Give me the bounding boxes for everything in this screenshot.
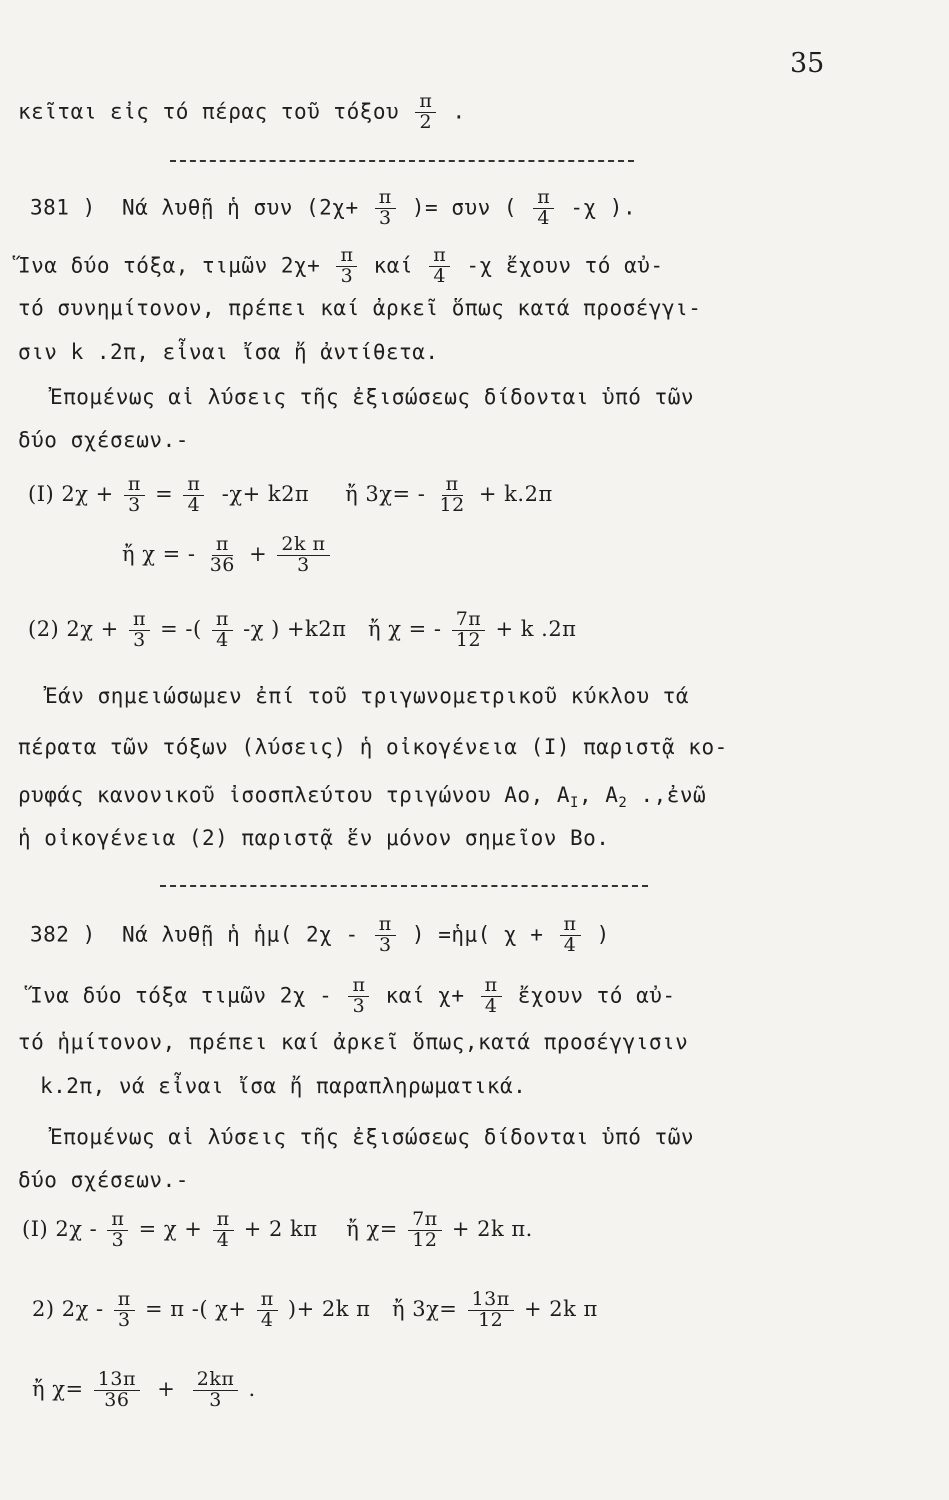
fraction-denominator: 3: [340, 264, 354, 287]
fraction-denominator: 3: [352, 994, 366, 1017]
continued-line: κεῖται εἰς τό πέρας τοῦ τόξου $\frac{\pi}{2}$ .: [18, 90, 466, 133]
fraction-denominator: 12: [439, 493, 465, 516]
fraction: [212, 610, 233, 651]
section-divider: [170, 160, 634, 162]
fraction-denominator: 4: [187, 493, 201, 516]
fraction-numerator: π: [375, 188, 396, 209]
fraction-denominator: 4: [484, 994, 498, 1017]
fraction-numerator: π: [481, 976, 502, 997]
fraction-denominator: 12: [412, 1228, 438, 1251]
fraction-denominator: 4: [216, 1228, 230, 1251]
fraction-numerator: π: [533, 188, 554, 209]
equation-381-2: (2) 2χ + $\frac{\pi}{3}$ = -( $\frac{\pi}{4}$ -χ ) +k2π ἤ χ = - $\frac{7\pi}{12}$ + k .2π: [28, 608, 577, 651]
fraction-numerator: π: [129, 610, 150, 631]
fraction-numerator: π: [348, 976, 369, 997]
fraction: [183, 475, 204, 516]
fraction-denominator: 3: [209, 1388, 222, 1411]
equation-382-1: (I) 2χ - $\frac{\pi}{3}$ = χ + $\frac{\pi}{4}$ + 2 kπ ἤ χ= $\frac{7\pi}{12}$ + 2k π.: [22, 1208, 533, 1251]
fraction: [206, 535, 239, 576]
fraction-numerator: π: [429, 246, 450, 267]
fraction-denominator: 36: [104, 1388, 130, 1411]
fraction-pi-over-2: [415, 92, 436, 133]
fraction-numerator: 7π: [452, 610, 486, 631]
fraction: [348, 976, 369, 1017]
text-line: ἡ οἰκογένεια (2) παριστᾷ ἕν μόνον σημεῖον Βο.: [18, 826, 610, 850]
text-line: Ἐπομένως αἱ λύσεις τῆς ἐξισώσεως δίδονται ὑπό τῶν: [50, 1125, 695, 1149]
fraction-denominator: 4: [433, 264, 446, 287]
fraction: [481, 976, 502, 1017]
fraction-numerator: π: [213, 1210, 234, 1231]
fraction-numerator: π: [375, 915, 396, 936]
fraction: [375, 188, 396, 229]
text-line: σιν k .2π, εἶναι ἴσα ἤ ἀντίθετα.: [18, 340, 439, 364]
fraction: [107, 1210, 128, 1251]
text-line: τό συνημίτονον, πρέπει καί ἀρκεῖ ὅπως κατά προσέγγι-: [18, 296, 702, 320]
fraction-denominator: 4: [537, 206, 551, 229]
fraction-numerator: π: [212, 610, 233, 631]
fraction: [277, 535, 329, 576]
fraction-denominator: 3: [133, 628, 146, 651]
fraction: [336, 246, 357, 287]
fraction: [124, 475, 145, 516]
problem-number: 382 ): [30, 922, 96, 947]
fraction: [533, 188, 554, 229]
fraction: [560, 915, 581, 956]
fraction-denominator: 12: [455, 628, 482, 651]
fraction-numerator: 7π: [408, 1210, 442, 1231]
fraction: [408, 1210, 442, 1251]
fraction-numerator: π: [257, 1290, 278, 1311]
equation-381-1: (I) 2χ + $\frac{\pi}{3}$ = $\frac{\pi}{4}$ -χ+ k2π ἤ 3χ= - $\frac{\pi}{12}$ + k.2π: [28, 473, 553, 516]
text-line: ρυφάς κανονικοῦ ἰσοσπλεύτου τριγώνου Αο, $A_I$, $A_2$ .,ἐνῶ: [18, 783, 707, 811]
fraction-numerator: π: [183, 475, 204, 496]
fraction-numerator: π: [442, 475, 463, 496]
fraction-denominator: 3: [128, 493, 141, 516]
fraction-denominator: 12: [478, 1308, 504, 1331]
problem-381-heading: 381 ) Νά λυθῇ ἡ συν (2χ+ $\frac{\pi}{3}$ )= συν ( $\frac{\pi}{4}$ -χ ).: [30, 186, 637, 229]
fraction-denominator: 2: [419, 110, 433, 133]
fraction-numerator: π: [336, 246, 357, 267]
fraction-numerator: 13π: [94, 1370, 140, 1391]
problem-382-heading: 382 ) Νά λυθῇ ἡ ἡμ( 2χ - $\frac{\pi}{3}$ ) =ἡμ( χ + $\frac{\pi}{4}$ ): [30, 913, 610, 956]
fraction-numerator: π: [415, 92, 436, 113]
continued-text: κεῖται εἰς τό πέρας τοῦ τόξου: [18, 99, 400, 124]
fraction: [429, 246, 450, 287]
fraction-numerator: 2k π: [277, 535, 329, 556]
fraction: [436, 475, 469, 516]
text-line: Ἵνα δύο τόξα τιμῶν 2χ - $\frac{\pi}{3}$ καί χ+ $\frac{\pi}{4}$ ἔχουν τό αὐ-: [30, 974, 676, 1017]
fraction-numerator: π: [114, 1290, 135, 1311]
fraction-denominator: 3: [117, 1308, 131, 1331]
problem-number: 381 ): [30, 195, 96, 220]
fraction-numerator: π: [560, 915, 581, 936]
fraction: [114, 1290, 135, 1331]
text-line: δύο σχέσεων.-: [18, 1168, 189, 1192]
fraction-numerator: π: [124, 475, 145, 496]
fraction-denominator: 3: [378, 206, 392, 229]
text-line: Ἵνα δύο τόξα, τιμῶν 2χ+ $\frac{\pi}{3}$ καί $\frac{\pi}{4}$ -χ ἔχουν τό αὐ-: [18, 244, 664, 287]
text-line: Ἐπομένως αἱ λύσεις τῆς ἐξισώσεως δίδονται ὑπό τῶν: [50, 385, 695, 409]
equation-381-1b: ἤ χ = - $\frac{\pi}{36}$ + $\frac{\text{2k π}}{3}$: [122, 535, 333, 576]
fraction-denominator: 4: [563, 933, 577, 956]
fraction-denominator: 3: [378, 933, 392, 956]
text-line: τό ἡμίτονον, πρέπει καί ἀρκεῖ ὅπως,κατά προσέγγισιν: [18, 1030, 689, 1054]
fraction-denominator: 4: [260, 1308, 274, 1331]
fraction: [452, 610, 486, 651]
fraction-numerator: 2kπ: [193, 1370, 239, 1391]
fraction: [94, 1370, 140, 1411]
section-divider: [160, 885, 648, 887]
fraction: [193, 1370, 239, 1411]
fraction: [129, 610, 150, 651]
text-line: k.2π, νά εἶναι ἴσα ἤ παραπληρωματικά.: [40, 1074, 527, 1098]
text-line: δύο σχέσεων.-: [18, 428, 189, 452]
fraction: [257, 1290, 278, 1331]
text-line: Ἐάν σημειώσωμεν ἐπί τοῦ τριγωνομετρικοῦ κύκλου τά: [45, 684, 690, 708]
fraction: [375, 915, 396, 956]
equation-382-2: 2) 2χ - $\frac{\pi}{3}$ = π -( χ+ $\frac{\pi}{4}$ )+ 2k π ἤ 3χ= $\frac{13\pi}{12}$ + 2k π: [32, 1288, 598, 1331]
fraction-denominator: 36: [209, 553, 235, 576]
fraction-numerator: π: [107, 1210, 128, 1231]
fraction: [468, 1290, 514, 1331]
page-number: 35: [790, 48, 825, 79]
fraction-denominator: 4: [216, 628, 229, 651]
fraction: [213, 1210, 234, 1251]
text-line: πέρατα τῶν τόξων (λύσεις) ἡ οἰκογένεια (I) παριστᾷ κο-: [18, 735, 728, 759]
fraction-numerator: π: [212, 535, 233, 556]
fraction-denominator: 3: [111, 1228, 125, 1251]
fraction-denominator: 3: [297, 553, 310, 576]
fraction-numerator: 13π: [468, 1290, 514, 1311]
equation-382-3: ἤ χ= $\frac{13\pi}{36}$ + $\frac{2k\pi}{3}$ .: [32, 1368, 256, 1411]
